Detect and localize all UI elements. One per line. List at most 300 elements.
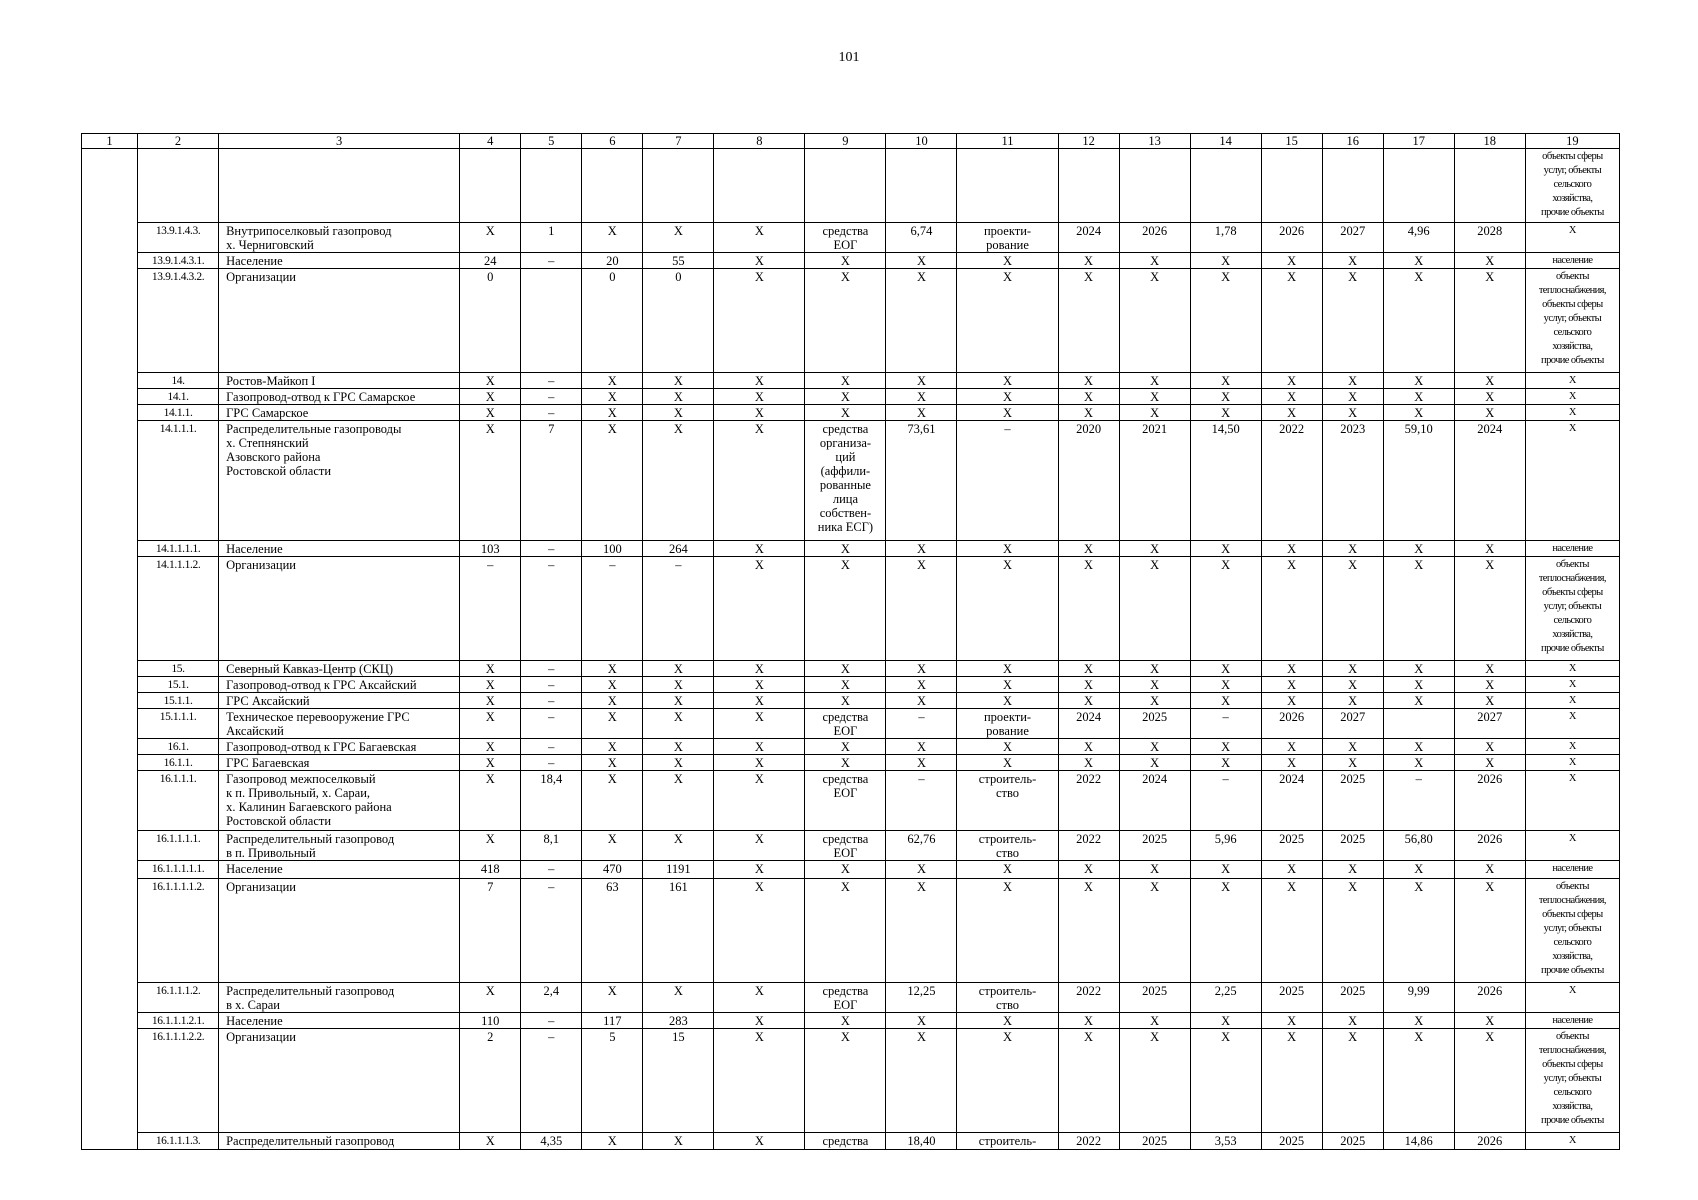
- cell-col-15: 2025: [1261, 983, 1322, 1013]
- cell-col-7: X: [643, 771, 714, 831]
- cell-col-18: X: [1454, 1013, 1525, 1029]
- cell-col-13: X: [1119, 269, 1190, 373]
- cell-col-12: 2024: [1058, 223, 1119, 253]
- cell-col-13: 2025: [1119, 983, 1190, 1013]
- cell-col-3: Организации: [219, 1029, 460, 1133]
- cell-col-1: [82, 771, 138, 831]
- cell-col-12: X: [1058, 253, 1119, 269]
- cell-col-17: X: [1383, 1029, 1454, 1133]
- cell-col-16: 2025: [1322, 771, 1383, 831]
- cell-col-13: 2024: [1119, 771, 1190, 831]
- table-row: [82, 405, 1620, 421]
- cell-col-5: 4,35: [521, 1133, 582, 1150]
- cell-col-15: X: [1261, 861, 1322, 879]
- cell-col-5: –: [521, 541, 582, 557]
- cell-col-4: X: [460, 709, 521, 739]
- cell-col-6: X: [582, 739, 643, 755]
- cell-col-19: X: [1525, 661, 1619, 677]
- cell-col-11: X: [957, 405, 1058, 421]
- cell-col-4: X: [460, 1133, 521, 1150]
- cell-col-13: X: [1119, 861, 1190, 879]
- table-row: [82, 1133, 1620, 1150]
- cell-col-3: ГРС Самарское: [219, 405, 460, 421]
- cell-col-14: X: [1190, 389, 1261, 405]
- cell-col-12: X: [1058, 541, 1119, 557]
- cell-col-2: 14.: [138, 373, 219, 389]
- cell-col-2: 13.9.1.4.3.: [138, 223, 219, 253]
- cell-col-3: Распределительные газопроводы х. Степнянский Азовского района Ростовской области: [219, 421, 460, 541]
- cell-col-13: X: [1119, 1029, 1190, 1133]
- cell-col-17: [1383, 149, 1454, 223]
- table-row: [82, 677, 1620, 693]
- cell-col-1: [82, 421, 138, 541]
- cell-col-5: –: [521, 253, 582, 269]
- cell-col-5: –: [521, 405, 582, 421]
- cell-col-4: –: [460, 557, 521, 661]
- cell-col-5: 2,4: [521, 983, 582, 1013]
- cell-col-11: X: [957, 861, 1058, 879]
- table-row: [82, 421, 1620, 541]
- header-cell-10: 10: [886, 134, 957, 149]
- cell-col-13: X: [1119, 661, 1190, 677]
- cell-col-13: X: [1119, 693, 1190, 709]
- cell-col-8: X: [714, 755, 805, 771]
- cell-col-5: –: [521, 709, 582, 739]
- cell-col-5: –: [521, 389, 582, 405]
- cell-col-14: X: [1190, 1029, 1261, 1133]
- cell-col-2: 15.: [138, 661, 219, 677]
- cell-col-12: X: [1058, 661, 1119, 677]
- cell-col-17: X: [1383, 755, 1454, 771]
- cell-col-11: X: [957, 661, 1058, 677]
- cell-col-18: X: [1454, 1029, 1525, 1133]
- cell-col-15: X: [1261, 755, 1322, 771]
- cell-col-3: Распределительный газопровод в п. Привольный: [219, 831, 460, 861]
- cell-col-3: Газопровод-отвод к ГРС Аксайский: [219, 677, 460, 693]
- cell-col-10: X: [886, 755, 957, 771]
- cell-col-14: X: [1190, 405, 1261, 421]
- cell-col-6: 63: [582, 879, 643, 983]
- cell-col-4: 0: [460, 269, 521, 373]
- cell-col-9: X: [805, 739, 886, 755]
- cell-col-17: X: [1383, 861, 1454, 879]
- cell-col-12: X: [1058, 861, 1119, 879]
- cell-col-16: X: [1322, 1029, 1383, 1133]
- cell-col-8: X: [714, 541, 805, 557]
- cell-col-1: [82, 253, 138, 269]
- cell-col-5: –: [521, 1013, 582, 1029]
- cell-col-8: X: [714, 1029, 805, 1133]
- cell-col-15: X: [1261, 389, 1322, 405]
- cell-col-1: [82, 831, 138, 861]
- header-cell-3: 3: [219, 134, 460, 149]
- cell-col-10: –: [886, 771, 957, 831]
- cell-col-6: 5: [582, 1029, 643, 1133]
- cell-col-6: X: [582, 1133, 643, 1150]
- cell-col-19: X: [1525, 831, 1619, 861]
- cell-col-11: проекти- рование: [957, 223, 1058, 253]
- cell-col-17: –: [1383, 771, 1454, 831]
- cell-col-6: 100: [582, 541, 643, 557]
- cell-col-9: X: [805, 861, 886, 879]
- cell-col-14: X: [1190, 677, 1261, 693]
- cell-col-6: 0: [582, 269, 643, 373]
- cell-col-11: –: [957, 421, 1058, 541]
- cell-col-8: X: [714, 693, 805, 709]
- cell-col-4: X: [460, 831, 521, 861]
- header-row: [82, 134, 1620, 149]
- cell-col-18: X: [1454, 879, 1525, 983]
- cell-col-7: X: [643, 661, 714, 677]
- table-row: [82, 755, 1620, 771]
- table-row: [82, 373, 1620, 389]
- header-cell-6: 6: [582, 134, 643, 149]
- cell-col-13: X: [1119, 253, 1190, 269]
- cell-col-5: –: [521, 755, 582, 771]
- cell-col-10: X: [886, 677, 957, 693]
- cell-col-8: X: [714, 771, 805, 831]
- cell-col-16: X: [1322, 557, 1383, 661]
- cell-col-14: [1190, 149, 1261, 223]
- cell-col-18: 2024: [1454, 421, 1525, 541]
- cell-col-1: [82, 223, 138, 253]
- cell-col-1: [82, 661, 138, 677]
- cell-col-13: X: [1119, 373, 1190, 389]
- cell-col-9: X: [805, 405, 886, 421]
- cell-col-7: X: [643, 389, 714, 405]
- cell-col-6: X: [582, 421, 643, 541]
- cell-col-15: X: [1261, 1029, 1322, 1133]
- cell-col-19: население: [1525, 861, 1619, 879]
- cell-col-15: [1261, 149, 1322, 223]
- cell-col-18: X: [1454, 541, 1525, 557]
- cell-col-6: X: [582, 755, 643, 771]
- cell-col-14: X: [1190, 557, 1261, 661]
- cell-col-6: X: [582, 661, 643, 677]
- cell-col-17: [1383, 709, 1454, 739]
- cell-col-19: население: [1525, 541, 1619, 557]
- cell-col-19: X: [1525, 755, 1619, 771]
- cell-col-16: X: [1322, 253, 1383, 269]
- cell-col-19: X: [1525, 389, 1619, 405]
- cell-col-6: X: [582, 831, 643, 861]
- cell-col-18: X: [1454, 755, 1525, 771]
- header-cell-11: 11: [957, 134, 1058, 149]
- cell-col-7: 283: [643, 1013, 714, 1029]
- cell-col-5: 8,1: [521, 831, 582, 861]
- cell-col-18: 2028: [1454, 223, 1525, 253]
- cell-col-9: X: [805, 557, 886, 661]
- cell-col-16: X: [1322, 1013, 1383, 1029]
- cell-col-18: [1454, 149, 1525, 223]
- table-row: [82, 1029, 1620, 1133]
- table-row: [82, 1013, 1620, 1029]
- cell-col-5: –: [521, 861, 582, 879]
- cell-col-15: 2025: [1261, 1133, 1322, 1150]
- cell-col-4: X: [460, 405, 521, 421]
- table-row: [82, 709, 1620, 739]
- cell-col-13: X: [1119, 1013, 1190, 1029]
- cell-col-14: X: [1190, 661, 1261, 677]
- cell-col-9: средства ЕОГ: [805, 771, 886, 831]
- cell-col-16: 2027: [1322, 223, 1383, 253]
- cell-col-15: X: [1261, 739, 1322, 755]
- cell-col-11: [957, 149, 1058, 223]
- cell-col-7: 0: [643, 269, 714, 373]
- header-cell-5: 5: [521, 134, 582, 149]
- cell-col-5: –: [521, 693, 582, 709]
- cell-col-12: 2020: [1058, 421, 1119, 541]
- cell-col-8: X: [714, 223, 805, 253]
- cell-col-11: X: [957, 1029, 1058, 1133]
- cell-col-2: 15.1.: [138, 677, 219, 693]
- cell-col-3: ГРС Аксайский: [219, 693, 460, 709]
- cell-col-16: X: [1322, 693, 1383, 709]
- cell-col-10: [886, 149, 957, 223]
- cell-col-2: 16.1.1.1.3.: [138, 1133, 219, 1150]
- cell-col-9: X: [805, 1029, 886, 1133]
- cell-col-13: X: [1119, 677, 1190, 693]
- cell-col-18: X: [1454, 861, 1525, 879]
- cell-col-8: X: [714, 269, 805, 373]
- cell-col-1: [82, 269, 138, 373]
- cell-col-7: 15: [643, 1029, 714, 1133]
- cell-col-2: 16.1.1.1.: [138, 771, 219, 831]
- cell-col-12: X: [1058, 373, 1119, 389]
- cell-col-19: объекты теплоснабжения, объекты сферы услуг, объекты сельского хозяйства, прочие объекты: [1525, 557, 1619, 661]
- cell-col-2: [138, 149, 219, 223]
- cell-col-13: 2025: [1119, 831, 1190, 861]
- cell-col-4: X: [460, 389, 521, 405]
- cell-col-18: 2026: [1454, 1133, 1525, 1150]
- cell-col-5: 18,4: [521, 771, 582, 831]
- cell-col-5: –: [521, 1029, 582, 1133]
- page-number: 101: [838, 50, 860, 65]
- cell-col-4: 7: [460, 879, 521, 983]
- cell-col-9: X: [805, 541, 886, 557]
- cell-col-4: X: [460, 223, 521, 253]
- cell-col-18: X: [1454, 405, 1525, 421]
- cell-col-17: 9,99: [1383, 983, 1454, 1013]
- cell-col-12: [1058, 149, 1119, 223]
- cell-col-17: X: [1383, 405, 1454, 421]
- cell-col-5: [521, 269, 582, 373]
- cell-col-2: 16.1.1.1.1.: [138, 831, 219, 861]
- cell-col-9: X: [805, 755, 886, 771]
- cell-col-1: [82, 1029, 138, 1133]
- cell-col-16: 2027: [1322, 709, 1383, 739]
- cell-col-13: X: [1119, 405, 1190, 421]
- cell-col-17: X: [1383, 253, 1454, 269]
- cell-col-15: 2026: [1261, 223, 1322, 253]
- cell-col-4: X: [460, 739, 521, 755]
- cell-col-4: 2: [460, 1029, 521, 1133]
- cell-col-19: объекты теплоснабжения, объекты сферы услуг, объекты сельского хозяйства, прочие объекты: [1525, 879, 1619, 983]
- cell-col-6: 470: [582, 861, 643, 879]
- header-cell-12: 12: [1058, 134, 1119, 149]
- cell-col-16: X: [1322, 755, 1383, 771]
- table-row: [82, 879, 1620, 983]
- cell-col-10: X: [886, 1029, 957, 1133]
- cell-col-1: [82, 1133, 138, 1150]
- cell-col-4: 24: [460, 253, 521, 269]
- cell-col-1: [82, 557, 138, 661]
- cell-col-17: X: [1383, 557, 1454, 661]
- cell-col-12: X: [1058, 269, 1119, 373]
- cell-col-2: 14.1.1.: [138, 405, 219, 421]
- cell-col-1: [82, 373, 138, 389]
- cell-col-15: 2022: [1261, 421, 1322, 541]
- cell-col-8: X: [714, 709, 805, 739]
- table-row: [82, 223, 1620, 253]
- cell-col-10: X: [886, 557, 957, 661]
- cell-col-12: X: [1058, 693, 1119, 709]
- table-body: [82, 149, 1620, 1150]
- cell-col-4: [460, 149, 521, 223]
- cell-col-6: X: [582, 771, 643, 831]
- cell-col-7: 1191: [643, 861, 714, 879]
- cell-col-6: X: [582, 223, 643, 253]
- cell-col-14: X: [1190, 541, 1261, 557]
- cell-col-5: [521, 149, 582, 223]
- cell-col-13: X: [1119, 557, 1190, 661]
- cell-col-3: Газопровод межпоселковый к п. Привольный, х. Сараи, х. Калинин Багаевского района Ростовской области: [219, 771, 460, 831]
- cell-col-5: –: [521, 373, 582, 389]
- cell-col-13: 2025: [1119, 709, 1190, 739]
- cell-col-10: X: [886, 661, 957, 677]
- cell-col-18: X: [1454, 373, 1525, 389]
- cell-col-18: 2027: [1454, 709, 1525, 739]
- cell-col-14: X: [1190, 373, 1261, 389]
- cell-col-10: X: [886, 253, 957, 269]
- cell-col-10: 62,76: [886, 831, 957, 861]
- cell-col-6: X: [582, 373, 643, 389]
- header-cell-7: 7: [643, 134, 714, 149]
- cell-col-12: X: [1058, 405, 1119, 421]
- cell-col-12: 2022: [1058, 771, 1119, 831]
- header-cell-17: 17: [1383, 134, 1454, 149]
- cell-col-14: 14,50: [1190, 421, 1261, 541]
- cell-col-14: X: [1190, 739, 1261, 755]
- cell-col-17: X: [1383, 389, 1454, 405]
- cell-col-11: X: [957, 739, 1058, 755]
- cell-col-9: средства ЕОГ: [805, 831, 886, 861]
- cell-col-11: X: [957, 557, 1058, 661]
- cell-col-13: 2021: [1119, 421, 1190, 541]
- cell-col-7: X: [643, 677, 714, 693]
- cell-col-19: X: [1525, 405, 1619, 421]
- cell-col-5: –: [521, 677, 582, 693]
- cell-col-17: 56,80: [1383, 831, 1454, 861]
- cell-col-15: X: [1261, 879, 1322, 983]
- header-cell-18: 18: [1454, 134, 1525, 149]
- cell-col-12: X: [1058, 879, 1119, 983]
- cell-col-3: Население: [219, 253, 460, 269]
- cell-col-2: 15.1.1.: [138, 693, 219, 709]
- cell-col-18: X: [1454, 693, 1525, 709]
- cell-col-5: –: [521, 879, 582, 983]
- cell-col-7: –: [643, 557, 714, 661]
- cell-col-17: 59,10: [1383, 421, 1454, 541]
- table-row: [82, 269, 1620, 373]
- cell-col-14: 2,25: [1190, 983, 1261, 1013]
- cell-col-1: [82, 693, 138, 709]
- cell-col-13: 2025: [1119, 1133, 1190, 1150]
- cell-col-19: X: [1525, 739, 1619, 755]
- cell-col-6: –: [582, 557, 643, 661]
- cell-col-14: X: [1190, 879, 1261, 983]
- cell-col-10: X: [886, 405, 957, 421]
- header-cell-4: 4: [460, 134, 521, 149]
- cell-col-1: [82, 541, 138, 557]
- cell-col-8: X: [714, 983, 805, 1013]
- cell-col-8: X: [714, 739, 805, 755]
- table-row: [82, 661, 1620, 677]
- cell-col-2: 16.1.1.1.2.: [138, 983, 219, 1013]
- cell-col-6: X: [582, 677, 643, 693]
- cell-col-6: 20: [582, 253, 643, 269]
- cell-col-5: 7: [521, 421, 582, 541]
- cell-col-7: X: [643, 983, 714, 1013]
- cell-col-1: [82, 149, 138, 223]
- cell-col-3: Население: [219, 1013, 460, 1029]
- cell-col-13: X: [1119, 389, 1190, 405]
- cell-col-3: Население: [219, 861, 460, 879]
- cell-col-9: [805, 149, 886, 223]
- header-cell-13: 13: [1119, 134, 1190, 149]
- cell-col-11: X: [957, 373, 1058, 389]
- cell-col-18: 2026: [1454, 771, 1525, 831]
- cell-col-19: X: [1525, 421, 1619, 541]
- cell-col-7: X: [643, 421, 714, 541]
- cell-col-12: 2024: [1058, 709, 1119, 739]
- cell-col-15: 2024: [1261, 771, 1322, 831]
- cell-col-9: X: [805, 693, 886, 709]
- table-row: [82, 541, 1620, 557]
- cell-col-8: X: [714, 677, 805, 693]
- cell-col-8: X: [714, 879, 805, 983]
- cell-col-4: X: [460, 755, 521, 771]
- header-cell-1: 1: [82, 134, 138, 149]
- cell-col-19: X: [1525, 677, 1619, 693]
- cell-col-5: –: [521, 557, 582, 661]
- cell-col-15: X: [1261, 253, 1322, 269]
- table-row: [82, 983, 1620, 1013]
- cell-col-7: [643, 149, 714, 223]
- cell-col-19: X: [1525, 373, 1619, 389]
- cell-col-13: X: [1119, 739, 1190, 755]
- cell-col-4: 110: [460, 1013, 521, 1029]
- cell-col-7: X: [643, 223, 714, 253]
- cell-col-11: X: [957, 541, 1058, 557]
- cell-col-9: средства организа- ций (аффили- рованные лица собствен- ника ЕСГ): [805, 421, 886, 541]
- cell-col-17: X: [1383, 739, 1454, 755]
- cell-col-10: X: [886, 879, 957, 983]
- table-row: [82, 771, 1620, 831]
- cell-col-3: Организации: [219, 269, 460, 373]
- cell-col-19: X: [1525, 709, 1619, 739]
- cell-col-4: X: [460, 983, 521, 1013]
- cell-col-9: X: [805, 677, 886, 693]
- cell-col-7: X: [643, 739, 714, 755]
- cell-col-1: [82, 709, 138, 739]
- cell-col-11: строитель- ство: [957, 831, 1058, 861]
- table-row: [82, 557, 1620, 661]
- cell-col-18: 2026: [1454, 983, 1525, 1013]
- cell-col-17: X: [1383, 541, 1454, 557]
- table-row: [82, 831, 1620, 861]
- cell-col-15: X: [1261, 661, 1322, 677]
